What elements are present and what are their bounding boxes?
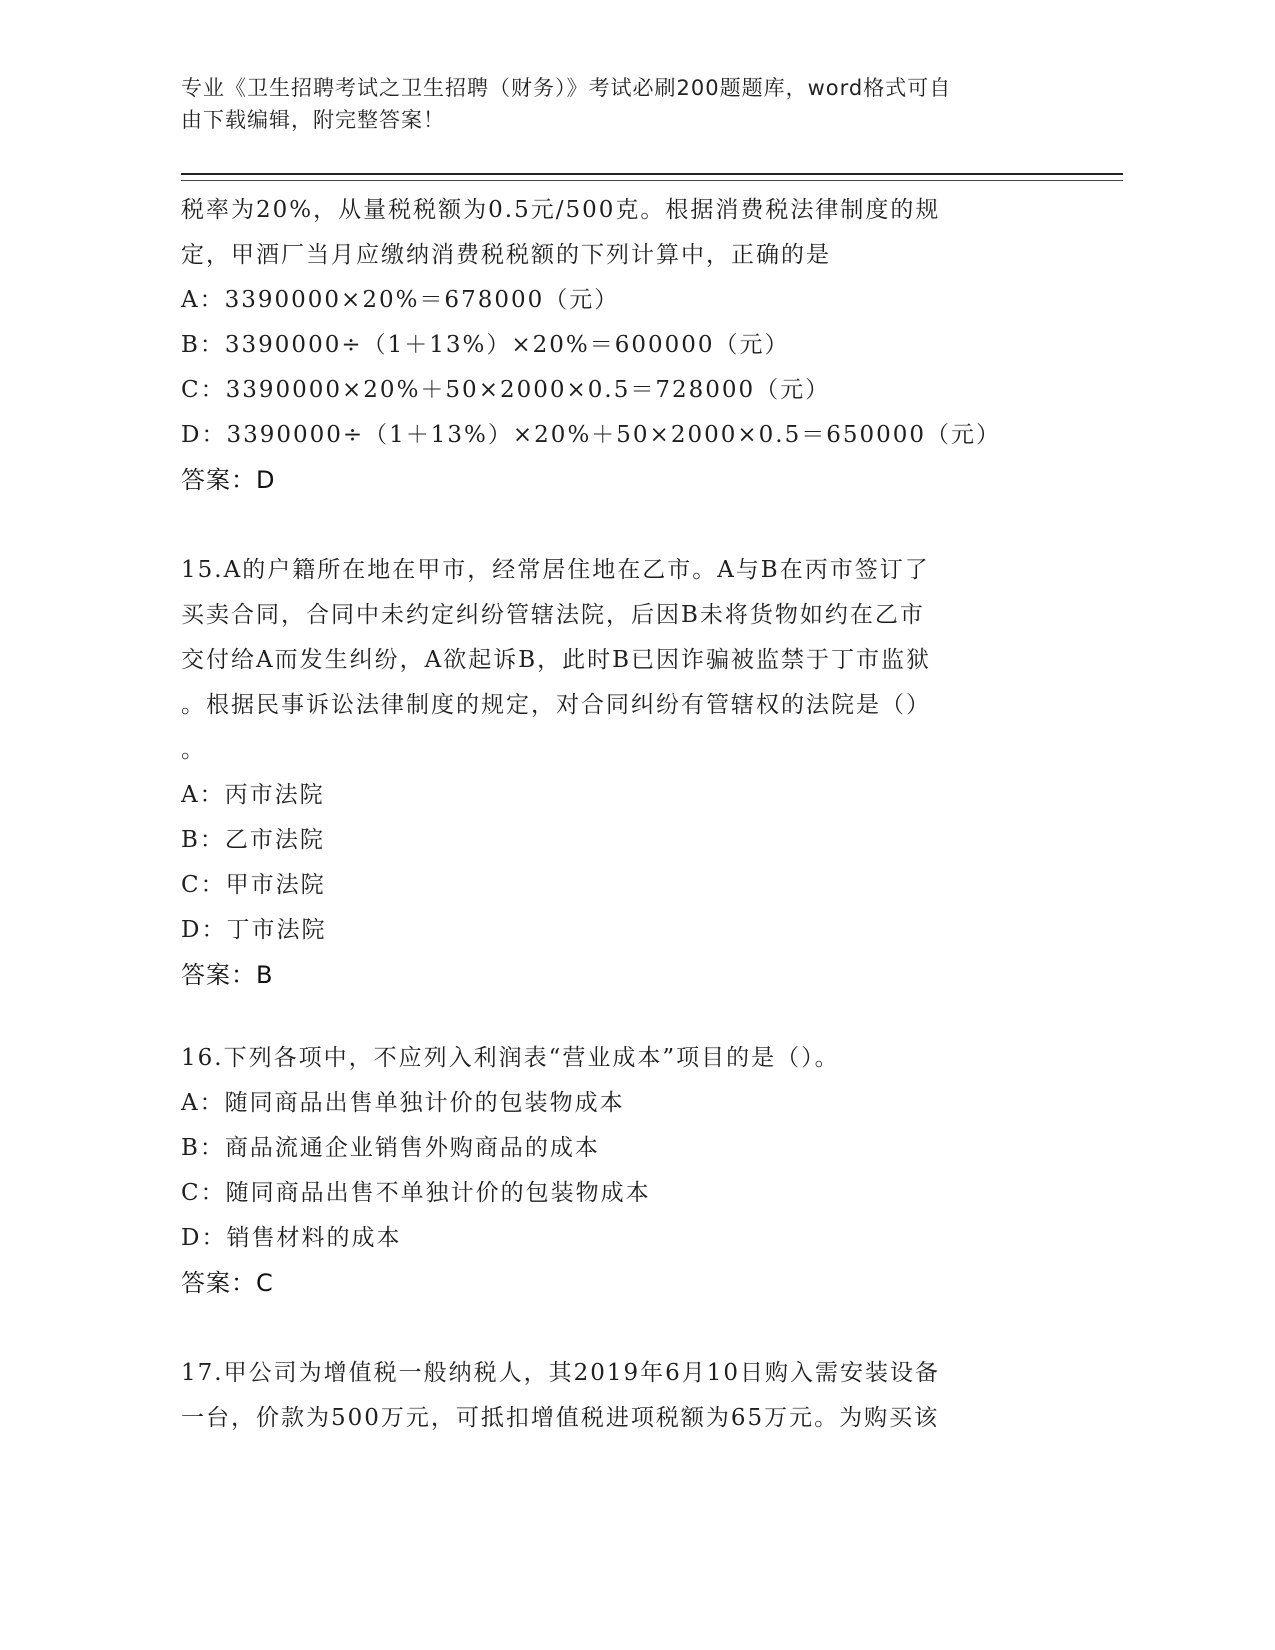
spacer (181, 1306, 1061, 1351)
question-stem-line: 交付给A而发生纠纷，A欲起诉B，此时B已因诈骗被监禁于丁市监狱 (181, 647, 932, 673)
option-a: A：3390000×20%＝678000（元） (181, 287, 620, 313)
option-d: D：丁市法院 (181, 917, 327, 943)
question-stem-line: 买卖合同，合同中未约定纠纷管辖法院，后因B未将货物如约在乙市 (181, 602, 925, 628)
question-16 (181, 1036, 1061, 1306)
question-stem-line: 16.下列各项中，不应列入利润表“营业成本”项目的是（）。 (181, 1045, 840, 1071)
answer-label: 答案：B (181, 961, 274, 989)
document-header (181, 72, 1041, 136)
question-stem-line: 一台，价款为500万元，可抵扣增值税进项税额为65万元。为购买该 (181, 1405, 940, 1431)
header-divider-thick (181, 173, 1123, 175)
question-stem-line: 税率为20%，从量税税额为0.5元/500克。根据消费税法律制度的规 (181, 197, 941, 223)
option-d: D：3390000÷（1＋13%）×20%＋50×2000×0.5＝650000（元） (181, 422, 1002, 448)
spacer (181, 503, 1061, 548)
question-stem-line: 15.A的户籍所在地在甲市，经常居住地在乙市。A与B在丙市签订了 (181, 557, 930, 583)
option-b: B：商品流通企业销售外购商品的成本 (181, 1135, 600, 1161)
header-divider-thin (181, 180, 1123, 181)
option-b: B：3390000÷（1＋13%）×20%＝600000（元） (181, 332, 790, 358)
header-title-line-2: 由下载编辑，附完整答案！ (181, 108, 445, 132)
option-a: A：随同商品出售单独计价的包装物成本 (181, 1090, 625, 1116)
question-list (181, 188, 1061, 1441)
question-14 (181, 188, 1061, 503)
option-c: C：3390000×20%＋50×2000×0.5＝728000（元） (181, 377, 831, 403)
question-17 (181, 1351, 1061, 1441)
answer-label: 答案：C (181, 1269, 274, 1297)
answer-label: 答案：D (181, 466, 276, 494)
option-c: C：随同商品出售不单独计价的包装物成本 (181, 1180, 651, 1206)
question-stem-line: 。根据民事诉讼法律制度的规定，对合同纠纷有管辖权的法院是（） (181, 692, 931, 718)
question-stem-line: 。 (181, 737, 206, 763)
option-a: A：丙市法院 (181, 782, 325, 808)
question-15 (181, 548, 1061, 998)
option-c: C：甲市法院 (181, 872, 326, 898)
option-b: B：乙市法院 (181, 827, 325, 853)
question-stem-line: 17.甲公司为增值税一般纳税人，其2019年6月10日购入需安装设备 (181, 1360, 941, 1386)
option-d: D：销售材料的成本 (181, 1225, 402, 1251)
question-stem-line: 定，甲酒厂当月应缴纳消费税税额的下列计算中，正确的是 (181, 242, 831, 268)
header-title-line-1: 专业《卫生招聘考试之卫生招聘（财务）》考试必刷200题题库，word格式可自 (181, 76, 952, 100)
spacer (181, 998, 1061, 1036)
